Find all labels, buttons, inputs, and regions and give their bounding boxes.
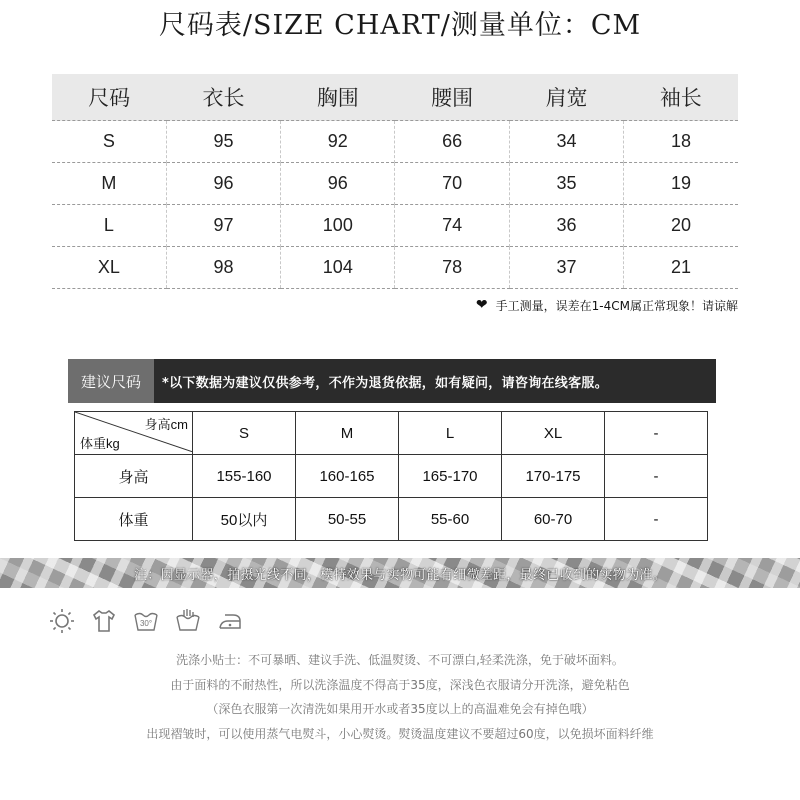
row-label-cell: 体重 [75, 498, 193, 541]
table-cell: 19 [624, 163, 738, 205]
table-row [75, 412, 708, 455]
table-cell: 78 [395, 247, 509, 289]
size-header-cell: XL [502, 412, 605, 455]
table-cell: 50以内 [193, 498, 296, 541]
recommend-size-table [74, 411, 708, 541]
recommend-notice: *以下数据为建议仅供参考，不作为退货依据，如有疑问，请咨询在线客服。 [162, 375, 608, 391]
table-cell: 18 [624, 121, 738, 163]
table-cell: 100 [281, 205, 395, 247]
header-cell: 袖长 [624, 74, 738, 121]
table-cell: 36 [509, 205, 623, 247]
table-cell: M [52, 163, 166, 205]
table-cell: L [52, 205, 166, 247]
table-cell: 34 [509, 121, 623, 163]
table-cell: 104 [281, 247, 395, 289]
page-title: 尺码表/SIZE CHART/测量单位：CM [158, 10, 642, 41]
table-cell: 35 [509, 163, 623, 205]
table-cell: 50-55 [296, 498, 399, 541]
hand-wash-icon [174, 607, 202, 635]
care-icons-row [48, 607, 244, 635]
table-cell: 92 [281, 121, 395, 163]
table-cell: 95 [166, 121, 280, 163]
recommend-label: 建议尺码 [68, 359, 154, 403]
table-cell: 74 [395, 205, 509, 247]
header-cell: 腰围 [395, 74, 509, 121]
corner-header-cell [75, 412, 193, 455]
care-tip-line: 由于面料的不耐热性，所以洗涤温度不得高于35度，深浅色衣服请分开洗涤，避免粘色 [170, 678, 630, 692]
weight-unit-label: 体重kg [80, 436, 120, 451]
care-tip-line: 出现褶皱时，可以使用蒸气电熨斗，小心熨烫。熨烫温度建议不要超过60度，以免损坏面料纤维 [146, 727, 654, 741]
table-cell: 66 [395, 121, 509, 163]
table-cell: - [605, 498, 708, 541]
iron-icon [216, 607, 244, 635]
table-cell: XL [52, 247, 166, 289]
header-cell: 衣长 [166, 74, 280, 121]
table-cell: 96 [281, 163, 395, 205]
table-cell: 160-165 [296, 455, 399, 498]
disclaimer-text: 注：因显示器，拍摄光线不同，模特效果与实物可能有细微差距，最终已收到的实物为准。 [133, 567, 666, 583]
size-chart-header-row [52, 74, 738, 121]
recommend-banner [68, 359, 716, 403]
header-cell: 胸围 [281, 74, 395, 121]
table-row [52, 121, 738, 163]
size-header-cell: S [193, 412, 296, 455]
table-cell: 55-60 [399, 498, 502, 541]
table-cell: 37 [509, 247, 623, 289]
size-header-cell: L [399, 412, 502, 455]
measurement-note-text: 手工测量，误差在1-4CM属正常现象！请谅解 [495, 298, 738, 313]
table-cell: 98 [166, 247, 280, 289]
table-cell: S [52, 121, 166, 163]
table-cell: - [605, 455, 708, 498]
size-chart-table [52, 74, 738, 289]
table-row [75, 498, 708, 541]
svg-text:30°: 30° [139, 619, 153, 628]
size-header-cell: M [296, 412, 399, 455]
row-label-cell: 身高 [75, 455, 193, 498]
sun-icon [48, 607, 76, 635]
table-row [52, 163, 738, 205]
care-tip-line: （深色衣服第一次清洗如果用开水或者35度以上的高温难免会有掉色哦） [206, 702, 594, 716]
wash-30-icon [132, 607, 160, 635]
size-header-cell: - [605, 412, 708, 455]
header-cell: 肩宽 [509, 74, 623, 121]
disclaimer-strip [0, 558, 800, 588]
table-cell: 97 [166, 205, 280, 247]
measurement-note [476, 295, 738, 315]
heart-icon: ❤ [475, 297, 488, 313]
height-unit-label: 身高cm [144, 417, 188, 432]
table-cell: 70 [395, 163, 509, 205]
table-row [52, 205, 738, 247]
table-cell: 96 [166, 163, 280, 205]
header-cell: 尺码 [52, 74, 166, 121]
table-row [52, 247, 738, 289]
table-row [75, 455, 708, 498]
care-tip-line: 洗涤小贴士：不可暴晒、建议手洗、低温熨烫、不可漂白,轻柔洗涤，免于破坏面料。 [176, 653, 624, 667]
table-cell: 170-175 [502, 455, 605, 498]
shirt-icon [90, 607, 118, 635]
table-cell: 21 [624, 247, 738, 289]
table-cell: 60-70 [502, 498, 605, 541]
table-cell: 20 [624, 205, 738, 247]
table-cell: 155-160 [193, 455, 296, 498]
table-cell: 165-170 [399, 455, 502, 498]
